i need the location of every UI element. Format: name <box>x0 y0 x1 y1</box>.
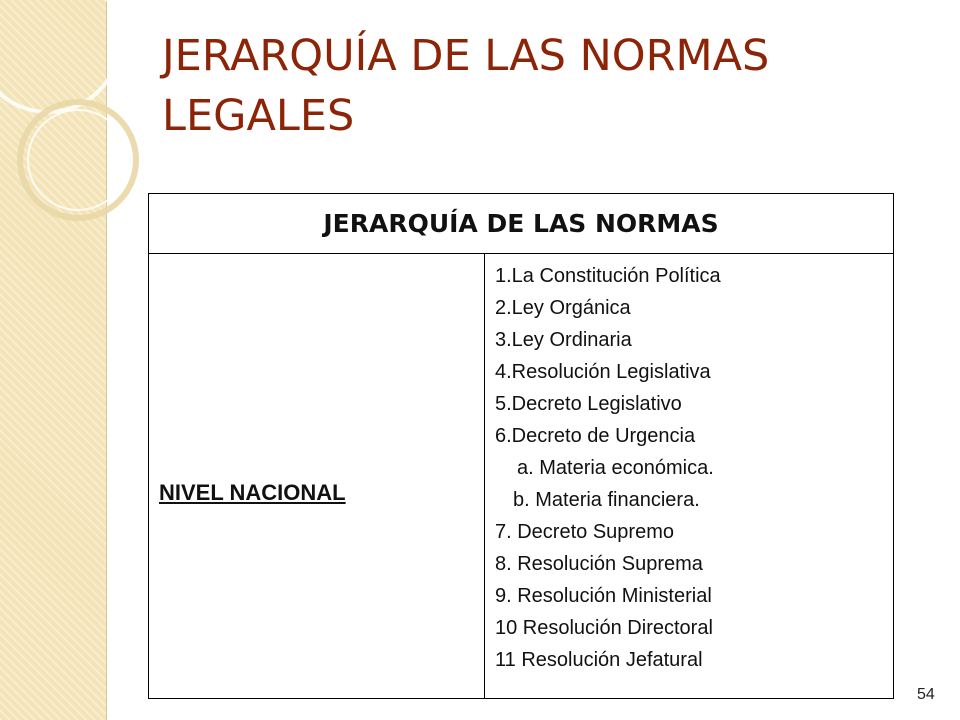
list-item: 6.Decreto de Urgencia <box>495 425 696 447</box>
list-subitem: b. Materia financiera. <box>513 489 700 511</box>
list-item: 5.Decreto Legislativo <box>495 393 682 415</box>
list-item: 7. Decreto Supremo <box>495 521 674 543</box>
list-item: 1.La Constitución Política <box>495 265 721 287</box>
page-number: 54 <box>917 686 935 703</box>
level-label: NIVEL NACIONAL <box>159 480 346 505</box>
list-item: 8. Resolución Suprema <box>495 553 703 575</box>
list-item: 11 Resolución Jefatural <box>495 649 703 671</box>
list-subitem: a. Materia económica. <box>517 457 714 479</box>
slide-title: JERARQUÍA DE LAS NORMAS LEGALES <box>162 31 770 141</box>
hierarchy-table <box>148 193 894 699</box>
table-header: JERARQUÍA DE LAS NORMAS <box>149 194 893 254</box>
level-cell <box>149 254 485 699</box>
list-item: 3.Ley Ordinaria <box>495 329 632 351</box>
norms-cell <box>485 254 893 699</box>
list-item: 2.Ley Orgánica <box>495 297 631 319</box>
list-item: 10 Resolución Directoral <box>495 617 713 639</box>
norms-list <box>495 260 721 676</box>
list-item: 4.Resolución Legislativa <box>495 361 711 383</box>
list-item: 9. Resolución Ministerial <box>495 585 712 607</box>
